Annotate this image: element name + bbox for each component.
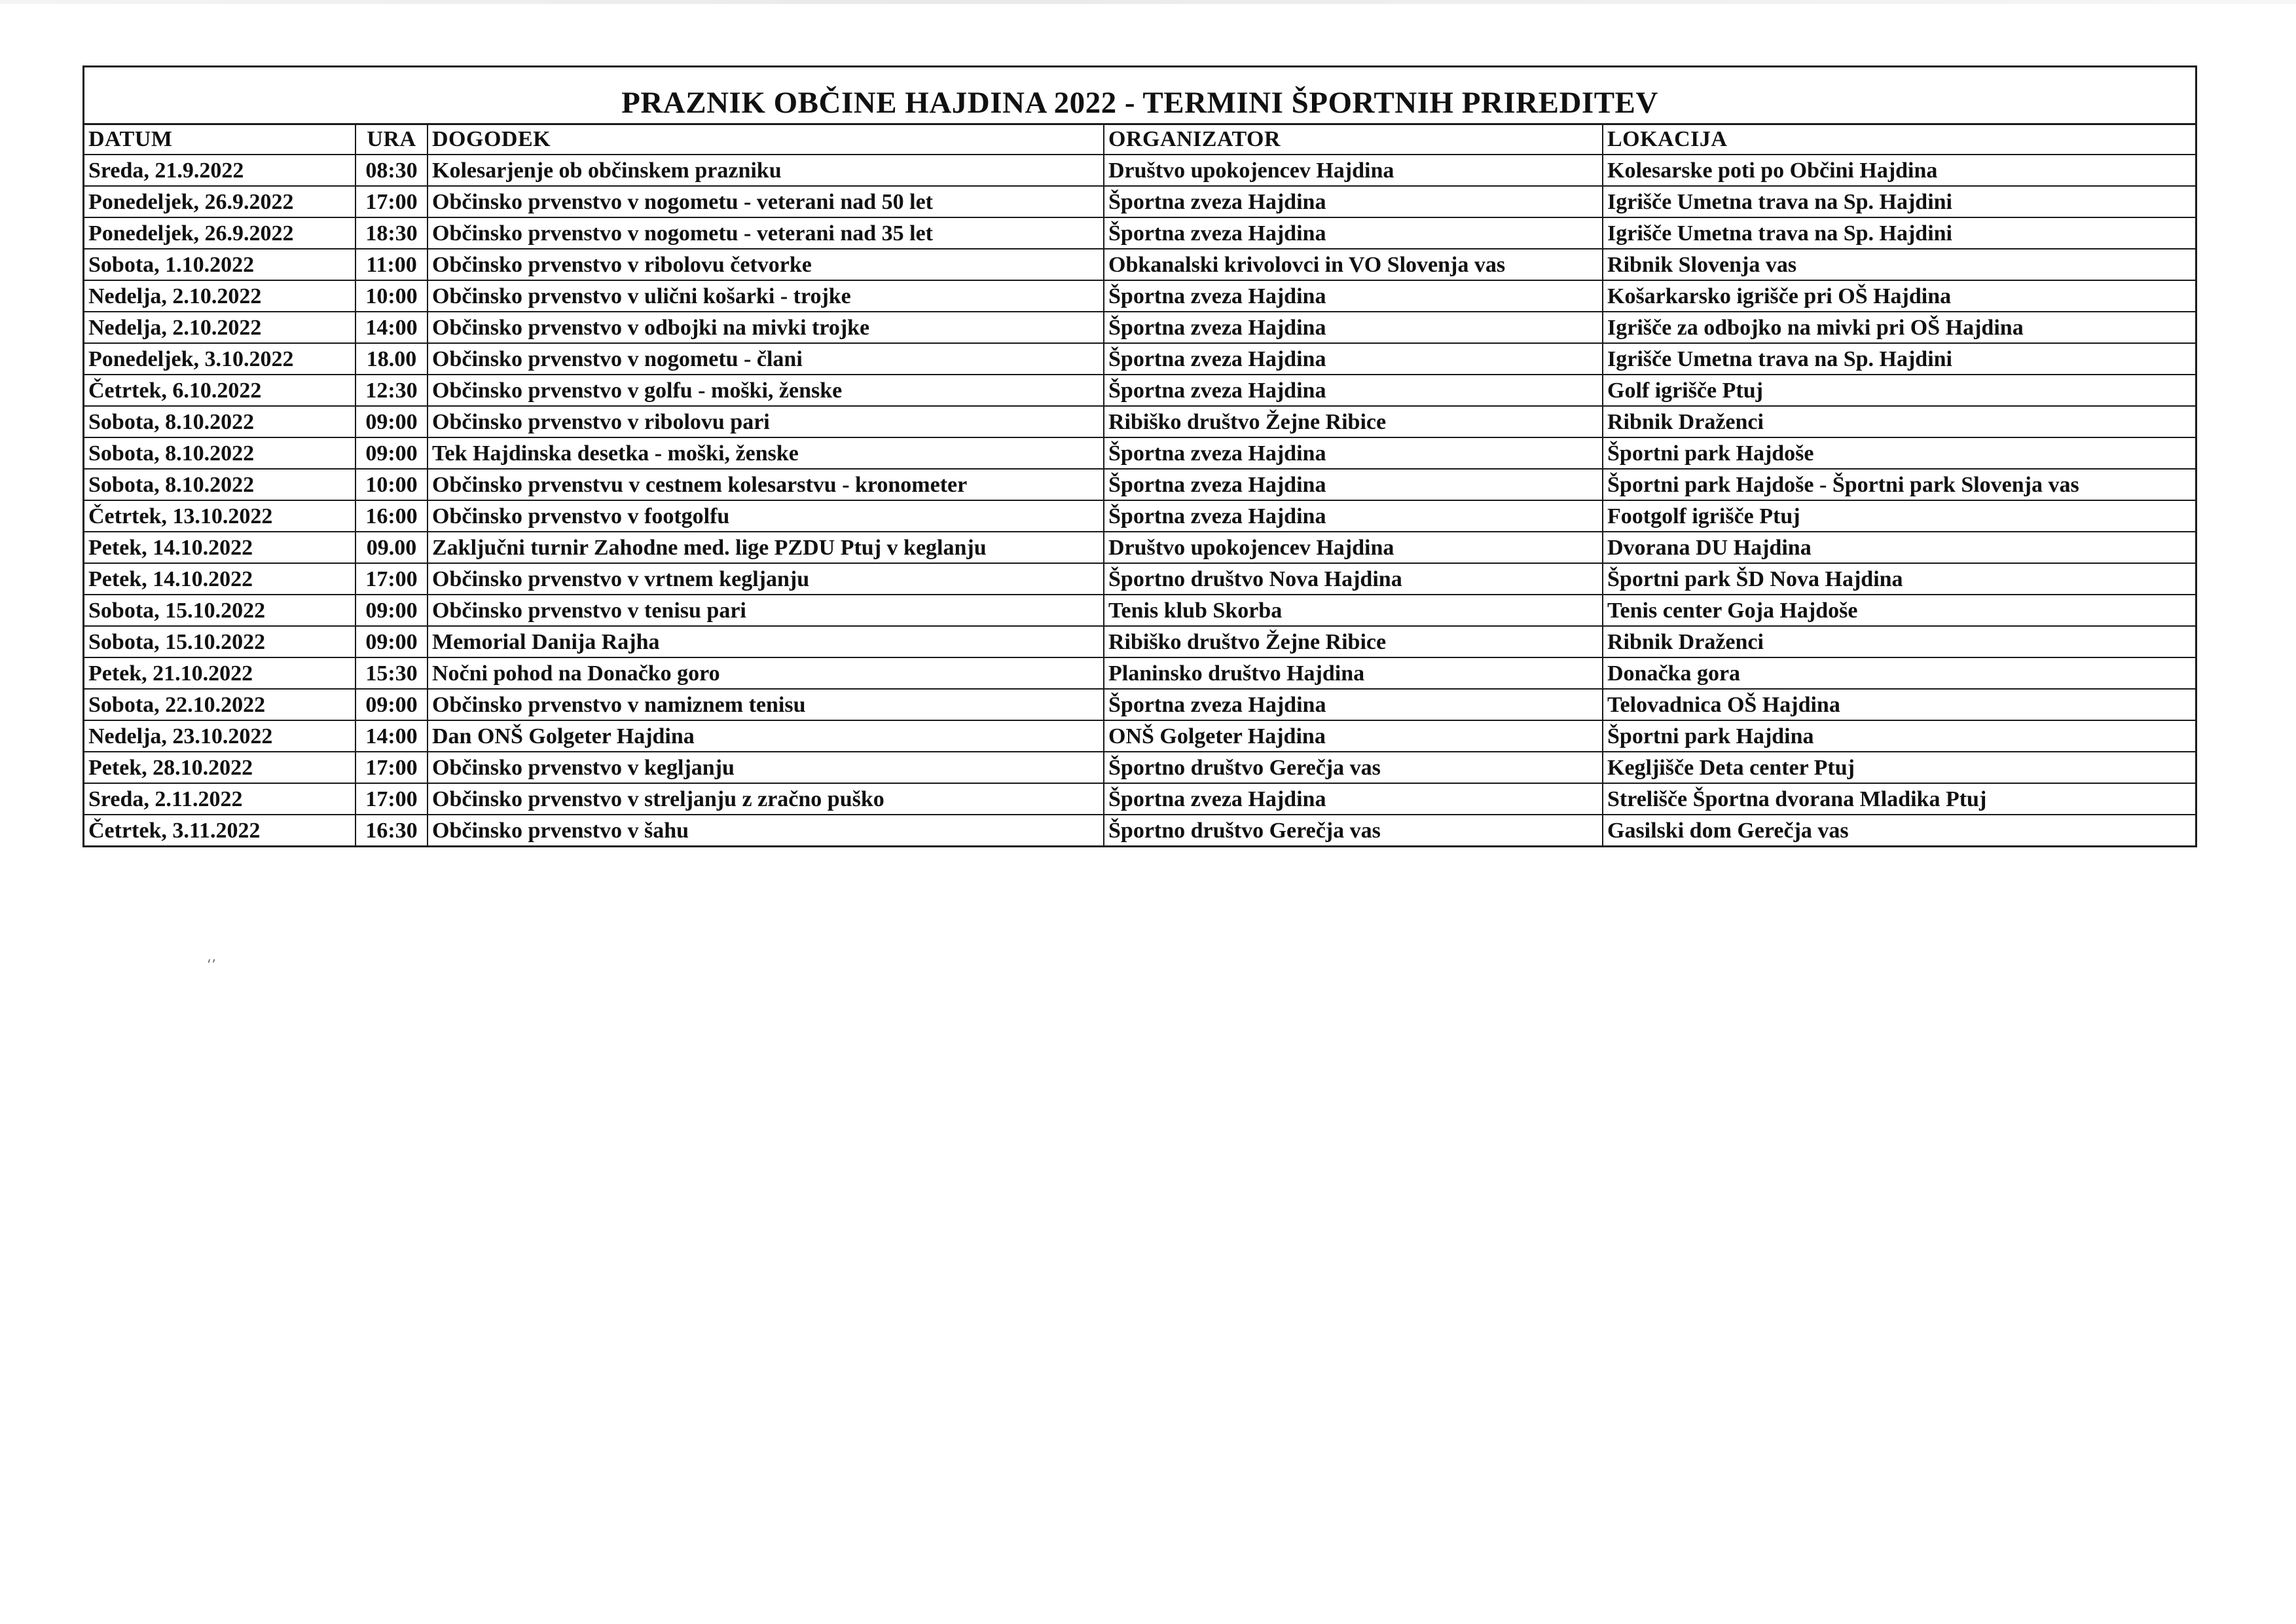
cell-location: Igrišče Umetna trava na Sp. Hajdini: [1603, 217, 2195, 249]
cell-location: Telovadnica OŠ Hajdina: [1603, 689, 2195, 720]
cell-date: Petek, 14.10.2022: [84, 532, 355, 563]
cell-location: Footgolf igrišče Ptuj: [1603, 500, 2195, 532]
cell-organizer: Športna zveza Hajdina: [1104, 343, 1603, 375]
cell-location: Golf igrišče Ptuj: [1603, 375, 2195, 406]
schedule-document: [82, 65, 2197, 847]
cell-event: Občinsko prvenstvo v tenisu pari: [428, 595, 1104, 626]
cell-location: Igrišče za odbojko na mivki pri OŠ Hajdina: [1603, 312, 2195, 343]
cell-date: Sobota, 22.10.2022: [84, 689, 355, 720]
cell-time: 08:30: [355, 155, 428, 186]
cell-organizer: Ribiško društvo Žejne Ribice: [1104, 406, 1603, 437]
table-row: [84, 155, 2195, 186]
cell-time: 17:00: [355, 752, 428, 783]
cell-date: Četrtek, 3.11.2022: [84, 815, 355, 845]
table-row: [84, 720, 2195, 752]
cell-time: 14:00: [355, 720, 428, 752]
cell-event: Memorial Danija Rajha: [428, 626, 1104, 657]
cell-organizer: Obkanalski krivolovci in VO Slovenja vas: [1104, 249, 1603, 280]
cell-organizer: Ribiško društvo Žejne Ribice: [1104, 626, 1603, 657]
cell-date: Nedelja, 2.10.2022: [84, 280, 355, 312]
cell-organizer: Športna zveza Hajdina: [1104, 280, 1603, 312]
cell-date: Nedelja, 2.10.2022: [84, 312, 355, 343]
cell-organizer: Športna zveza Hajdina: [1104, 783, 1603, 815]
table-row: [84, 626, 2195, 657]
cell-event: Občinsko prvenstvo v streljanju z zračno puško: [428, 783, 1104, 815]
table-row: [84, 469, 2195, 500]
table-row: [84, 815, 2195, 845]
cell-time: 17:00: [355, 783, 428, 815]
cell-location: Strelišče Športna dvorana Mladika Ptuj: [1603, 783, 2195, 815]
cell-organizer: Športna zveza Hajdina: [1104, 689, 1603, 720]
cell-time: 17:00: [355, 186, 428, 217]
cell-location: Kolesarske poti po Občini Hajdina: [1603, 155, 2195, 186]
header-date: DATUM: [84, 125, 355, 155]
cell-time: 11:00: [355, 249, 428, 280]
cell-event: Tek Hajdinska desetka - moški, ženske: [428, 437, 1104, 469]
cell-location: Ribnik Draženci: [1603, 626, 2195, 657]
cell-event: Občinsko prvenstvo v šahu: [428, 815, 1104, 845]
cell-location: Ribnik Draženci: [1603, 406, 2195, 437]
cell-time: 12:30: [355, 375, 428, 406]
cell-time: 09:00: [355, 406, 428, 437]
table-row: [84, 280, 2195, 312]
events-body: [84, 155, 2195, 845]
cell-date: Sobota, 8.10.2022: [84, 406, 355, 437]
cell-date: Sobota, 8.10.2022: [84, 437, 355, 469]
header-time: URA: [355, 125, 428, 155]
cell-date: Četrtek, 13.10.2022: [84, 500, 355, 532]
cell-organizer: Planinsko društvo Hajdina: [1104, 657, 1603, 689]
cell-event: Kolesarjenje ob občinskem prazniku: [428, 155, 1104, 186]
cell-event: Občinsko prvenstvo v ulični košarki - trojke: [428, 280, 1104, 312]
cell-time: 09:00: [355, 595, 428, 626]
cell-event: Zaključni turnir Zahodne med. lige PZDU Ptuj v keglanju: [428, 532, 1104, 563]
cell-date: Sobota, 1.10.2022: [84, 249, 355, 280]
cell-event: Dan ONŠ Golgeter Hajdina: [428, 720, 1104, 752]
document-title: PRAZNIK OBČINE HAJDINA 2022 - TERMINI ŠPORTNIH PRIREDITEV: [84, 67, 2195, 125]
cell-event: Občinsko prvenstvo v namiznem tenisu: [428, 689, 1104, 720]
cell-event: Občinsko prvenstvo v footgolfu: [428, 500, 1104, 532]
cell-location: Ribnik Slovenja vas: [1603, 249, 2195, 280]
cell-organizer: Športna zveza Hajdina: [1104, 375, 1603, 406]
cell-location: Športni park Hajdoše - Športni park Slovenja vas: [1603, 469, 2195, 500]
cell-time: 17:00: [355, 563, 428, 595]
cell-event: Občinsko prvenstvu v cestnem kolesarstvu - kronometer: [428, 469, 1104, 500]
cell-time: 09:00: [355, 689, 428, 720]
cell-date: Ponedeljek, 26.9.2022: [84, 186, 355, 217]
cell-location: Športni park ŠD Nova Hajdina: [1603, 563, 2195, 595]
cell-location: Igrišče Umetna trava na Sp. Hajdini: [1603, 343, 2195, 375]
table-row: [84, 343, 2195, 375]
cell-date: Sobota, 8.10.2022: [84, 469, 355, 500]
header-row: [84, 125, 2195, 155]
cell-event: Občinsko prvenstvo v nogometu - veterani nad 50 let: [428, 186, 1104, 217]
cell-location: Košarkarsko igrišče pri OŠ Hajdina: [1603, 280, 2195, 312]
cell-location: Tenis center Goja Hajdoše: [1603, 595, 2195, 626]
cell-date: Četrtek, 6.10.2022: [84, 375, 355, 406]
table-row: [84, 563, 2195, 595]
header-location: LOKACIJA: [1603, 125, 2195, 155]
cell-organizer: Društvo upokojencev Hajdina: [1104, 532, 1603, 563]
table-row: [84, 595, 2195, 626]
cell-location: Dvorana DU Hajdina: [1603, 532, 2195, 563]
cell-location: Športni park Hajdoše: [1603, 437, 2195, 469]
table-row: [84, 186, 2195, 217]
cell-event: Občinsko prvenstvo v ribolovu pari: [428, 406, 1104, 437]
cell-organizer: Športna zveza Hajdina: [1104, 437, 1603, 469]
table-row: [84, 657, 2195, 689]
cell-date: Ponedeljek, 3.10.2022: [84, 343, 355, 375]
table-row: [84, 406, 2195, 437]
cell-event: Občinsko prvenstvo v odbojki na mivki trojke: [428, 312, 1104, 343]
cell-organizer: Tenis klub Skorba: [1104, 595, 1603, 626]
cell-organizer: Športna zveza Hajdina: [1104, 186, 1603, 217]
cell-time: 10:00: [355, 469, 428, 500]
cell-date: Nedelja, 23.10.2022: [84, 720, 355, 752]
table-row: [84, 312, 2195, 343]
cell-event: Nočni pohod na Donačko goro: [428, 657, 1104, 689]
cell-time: 18:30: [355, 217, 428, 249]
table-row: [84, 375, 2195, 406]
cell-date: Sreda, 21.9.2022: [84, 155, 355, 186]
table-row: [84, 752, 2195, 783]
table-row: [84, 783, 2195, 815]
table-row: [84, 689, 2195, 720]
header-event: DOGODEK: [428, 125, 1104, 155]
cell-time: 10:00: [355, 280, 428, 312]
events-table: [84, 125, 2195, 845]
cell-date: Petek, 21.10.2022: [84, 657, 355, 689]
cell-time: 16:30: [355, 815, 428, 845]
cell-location: Gasilski dom Gerečja vas: [1603, 815, 2195, 845]
cell-time: 16:00: [355, 500, 428, 532]
table-row: [84, 217, 2195, 249]
cell-location: Donačka gora: [1603, 657, 2195, 689]
cell-organizer: Športno društvo Gerečja vas: [1104, 752, 1603, 783]
cell-organizer: Športno društvo Nova Hajdina: [1104, 563, 1603, 595]
cell-time: 14:00: [355, 312, 428, 343]
cell-date: Sreda, 2.11.2022: [84, 783, 355, 815]
table-row: [84, 532, 2195, 563]
cell-time: 09:00: [355, 626, 428, 657]
cell-location: Igrišče Umetna trava na Sp. Hajdini: [1603, 186, 2195, 217]
cell-organizer: Športna zveza Hajdina: [1104, 312, 1603, 343]
cell-date: Sobota, 15.10.2022: [84, 595, 355, 626]
cell-time: 09:00: [355, 437, 428, 469]
table-row: [84, 500, 2195, 532]
cell-organizer: Športna zveza Hajdina: [1104, 217, 1603, 249]
cell-time: 18.00: [355, 343, 428, 375]
cell-event: Občinsko prvenstvo v vrtnem kegljanju: [428, 563, 1104, 595]
cell-organizer: ONŠ Golgeter Hajdina: [1104, 720, 1603, 752]
cell-date: Sobota, 15.10.2022: [84, 626, 355, 657]
cell-event: Občinsko prvenstvo v nogometu - veterani nad 35 let: [428, 217, 1104, 249]
cell-date: Petek, 14.10.2022: [84, 563, 355, 595]
cell-date: Ponedeljek, 26.9.2022: [84, 217, 355, 249]
cell-organizer: Športno društvo Gerečja vas: [1104, 815, 1603, 845]
scan-edge: [0, 0, 2296, 4]
cell-location: Športni park Hajdina: [1603, 720, 2195, 752]
cell-date: Petek, 28.10.2022: [84, 752, 355, 783]
cell-event: Občinsko prvenstvo v nogometu - člani: [428, 343, 1104, 375]
cell-time: 15:30: [355, 657, 428, 689]
cell-organizer: Društvo upokojencev Hajdina: [1104, 155, 1603, 186]
table-row: [84, 437, 2195, 469]
cell-organizer: Športna zveza Hajdina: [1104, 469, 1603, 500]
cell-time: 09.00: [355, 532, 428, 563]
table-row: [84, 249, 2195, 280]
scan-mark: ʻʼ: [207, 957, 216, 974]
cell-event: Občinsko prvenstvo v golfu - moški, ženske: [428, 375, 1104, 406]
cell-organizer: Športna zveza Hajdina: [1104, 500, 1603, 532]
cell-event: Občinsko prvenstvo v kegljanju: [428, 752, 1104, 783]
cell-event: Občinsko prvenstvo v ribolovu četvorke: [428, 249, 1104, 280]
header-organizer: ORGANIZATOR: [1104, 125, 1603, 155]
cell-location: Kegljišče Deta center Ptuj: [1603, 752, 2195, 783]
